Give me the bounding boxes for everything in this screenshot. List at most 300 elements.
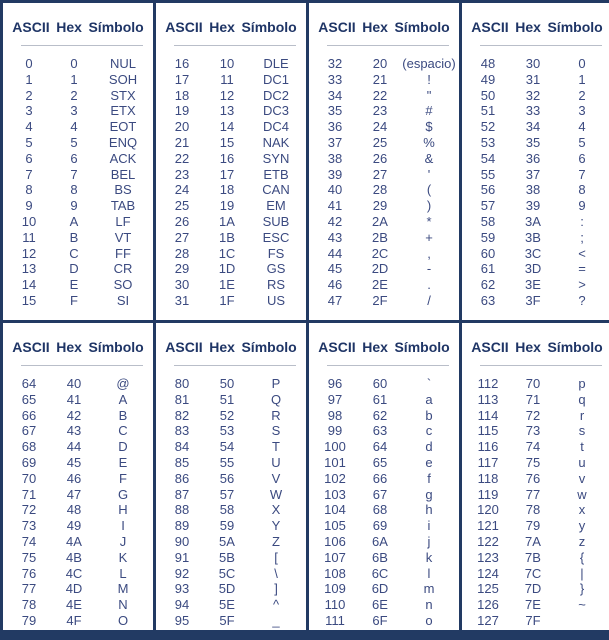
cell-symbol: ^ (272, 597, 280, 613)
table-row (3, 167, 153, 183)
cell-symbol: - (426, 261, 432, 277)
table-row (156, 261, 306, 277)
header-ascii: ASCII (12, 339, 50, 355)
cell-symbol: ETB (263, 166, 289, 182)
table-row (462, 376, 609, 392)
header-symbol: Símbolo (241, 339, 297, 355)
header-symbol: Símbolo (241, 19, 297, 35)
table-row (462, 261, 609, 277)
cell-symbol: DC4 (262, 119, 289, 135)
table-row (3, 214, 153, 230)
cell-hex: 72 (525, 407, 541, 423)
cell-symbol: / (427, 292, 431, 308)
cell-hex: 1 (70, 71, 78, 87)
table-row (462, 439, 609, 455)
panel-rows (156, 376, 306, 629)
cell-decimal: 1 (25, 71, 33, 87)
table-row (3, 246, 153, 262)
panel-rows (462, 56, 609, 309)
cell-hex: 3C (524, 245, 542, 261)
cell-hex: 13 (219, 103, 235, 119)
header-divider (174, 45, 296, 46)
cell-decimal: 4 (25, 119, 33, 135)
cell-symbol: v (578, 470, 586, 486)
cell-hex: 8 (70, 182, 78, 198)
cell-symbol: + (425, 229, 433, 245)
header-hex: Hex (56, 339, 82, 355)
cell-hex: 1F (219, 292, 235, 308)
table-row (156, 534, 306, 550)
cell-decimal: 35 (327, 103, 343, 119)
cell-hex: C (69, 245, 79, 261)
cell-decimal: 52 (480, 119, 496, 135)
cell-hex: 32 (525, 87, 541, 103)
cell-hex: 6D (371, 581, 389, 597)
cell-hex: 3B (525, 229, 541, 245)
cell-symbol: w (577, 486, 587, 502)
cell-symbol: BEL (110, 166, 136, 182)
cell-symbol: o (425, 612, 433, 628)
ascii-panel (156, 323, 306, 630)
cell-hex: 46 (66, 470, 82, 486)
cell-symbol (552, 613, 609, 629)
cell-symbol: T (272, 439, 280, 455)
table-row (156, 487, 306, 503)
cell-hex: 4 (70, 119, 78, 135)
cell-symbol: U (271, 454, 281, 470)
cell-decimal: 17 (174, 71, 190, 87)
cell-symbol: BS (114, 182, 132, 198)
cell-hex: 23 (372, 103, 388, 119)
cell-symbol: 5 (578, 134, 586, 150)
cell-decimal: 89 (174, 518, 190, 534)
table-row (3, 518, 153, 534)
cell-decimal: 81 (174, 391, 190, 407)
cell-hex: 18 (219, 182, 235, 198)
table-row (309, 151, 459, 167)
panel-rows (309, 376, 459, 629)
header-symbol: Símbolo (88, 19, 144, 35)
cell-symbol: A (118, 391, 128, 407)
cell-hex: 2A (372, 213, 388, 229)
table-row (462, 597, 609, 613)
cell-hex: 10 (219, 56, 235, 71)
cell-decimal: 101 (324, 454, 346, 470)
header-symbol: Símbolo (547, 339, 603, 355)
header-ascii: ASCII (471, 19, 509, 35)
table-row (309, 277, 459, 293)
cell-hex: 1C (218, 245, 236, 261)
cell-symbol: ~ (578, 597, 586, 613)
table-row (309, 119, 459, 135)
cell-hex: 28 (372, 182, 388, 198)
cell-decimal: 96 (327, 376, 343, 391)
cell-decimal: 77 (21, 581, 37, 597)
cell-decimal: 98 (327, 407, 343, 423)
cell-decimal: 88 (174, 502, 190, 518)
cell-decimal: 103 (324, 486, 346, 502)
cell-hex: 40 (66, 376, 82, 391)
cell-hex: 21 (372, 71, 388, 87)
cell-hex: D (69, 261, 79, 277)
table-row (462, 246, 609, 262)
cell-hex: 4F (66, 612, 82, 628)
cell-decimal: 40 (327, 182, 343, 198)
table-row (156, 550, 306, 566)
cell-symbol: u (578, 454, 586, 470)
cell-symbol: % (423, 134, 435, 150)
cell-hex: 45 (66, 454, 82, 470)
cell-symbol: TAB (110, 198, 136, 214)
cell-symbol: SOH (108, 71, 138, 87)
header-hex: Hex (515, 339, 541, 355)
cell-decimal: 7 (25, 166, 33, 182)
cell-symbol: US (266, 292, 286, 308)
cell-symbol: h (425, 502, 433, 518)
cell-symbol: L (119, 565, 127, 581)
cell-decimal: 10 (21, 213, 37, 229)
table-row (3, 566, 153, 582)
table-row (309, 167, 459, 183)
cell-decimal: 110 (324, 597, 346, 613)
cell-symbol: > (578, 277, 586, 293)
cell-decimal: 44 (327, 245, 343, 261)
table-row (462, 423, 609, 439)
table-row (156, 88, 306, 104)
cell-symbol: F (119, 470, 127, 486)
cell-hex: 12 (219, 87, 235, 103)
cell-hex: 70 (525, 376, 541, 391)
cell-symbol: } (579, 581, 585, 597)
cell-symbol: z (578, 533, 586, 549)
cell-symbol: 7 (578, 166, 586, 182)
cell-decimal: 50 (480, 87, 496, 103)
table-row (3, 550, 153, 566)
cell-decimal: 56 (480, 182, 496, 198)
cell-decimal: 124 (477, 565, 499, 581)
cell-symbol: [ (274, 549, 278, 565)
cell-symbol: C (118, 423, 128, 439)
table-row (3, 613, 153, 629)
cell-hex: 4E (66, 597, 82, 613)
ascii-panel (462, 323, 609, 630)
table-row (3, 408, 153, 424)
cell-symbol: & (424, 150, 434, 166)
panel-header (462, 339, 609, 355)
cell-symbol: " (426, 87, 432, 103)
cell-decimal: 6 (25, 150, 33, 166)
panel-header (156, 19, 306, 35)
table-row (3, 487, 153, 503)
cell-decimal: 112 (477, 376, 499, 391)
cell-symbol: 6 (578, 150, 586, 166)
cell-symbol: @ (116, 376, 130, 391)
cell-hex: 5F (219, 612, 235, 628)
table-row (462, 550, 609, 566)
cell-hex: 49 (66, 518, 82, 534)
cell-decimal: 59 (480, 229, 496, 245)
cell-hex: 31 (525, 71, 541, 87)
cell-symbol: NAK (262, 134, 290, 150)
table-row (462, 518, 609, 534)
cell-hex: 62 (372, 407, 388, 423)
cell-decimal: 27 (174, 229, 190, 245)
cell-hex: 29 (372, 198, 388, 214)
table-row (3, 261, 153, 277)
cell-symbol: I (121, 518, 125, 534)
table-row (309, 103, 459, 119)
table-row (309, 214, 459, 230)
cell-hex: 57 (219, 486, 235, 502)
table-row (156, 423, 306, 439)
header-symbol: Símbolo (88, 339, 144, 355)
cell-decimal: 33 (327, 71, 343, 87)
cell-hex: 3A (525, 213, 541, 229)
table-row (156, 376, 306, 392)
cell-decimal: 107 (324, 549, 346, 565)
cell-hex: 6A (372, 533, 388, 549)
table-row (462, 151, 609, 167)
cell-symbol: f (427, 470, 431, 486)
header-symbol: Símbolo (394, 19, 450, 35)
panel-rows (462, 376, 609, 629)
cell-decimal: 95 (174, 612, 190, 628)
table-row (156, 230, 306, 246)
cell-decimal: 113 (477, 391, 499, 407)
table-row (156, 408, 306, 424)
table-row (156, 518, 306, 534)
table-row (462, 534, 609, 550)
cell-symbol: t (580, 439, 584, 455)
cell-hex: 41 (66, 391, 82, 407)
cell-decimal: 123 (477, 549, 499, 565)
table-row (156, 72, 306, 88)
cell-hex: 38 (525, 182, 541, 198)
panel-header (309, 19, 459, 35)
cell-symbol: SUB (262, 213, 290, 229)
cell-hex: 4D (65, 581, 83, 597)
table-row (309, 439, 459, 455)
cell-hex: 25 (372, 134, 388, 150)
cell-decimal: 82 (174, 407, 190, 423)
cell-symbol: p (578, 376, 586, 391)
cell-symbol: n (425, 597, 433, 613)
cell-decimal: 32 (327, 56, 343, 71)
cell-decimal: 118 (477, 470, 499, 486)
table-row (156, 135, 306, 151)
cell-hex: 1D (218, 261, 236, 277)
cell-decimal: 127 (477, 612, 499, 628)
cell-symbol: CR (113, 261, 133, 277)
cell-decimal: 97 (327, 391, 343, 407)
cell-symbol: ESC (262, 229, 290, 245)
cell-hex: 33 (525, 103, 541, 119)
cell-hex: 69 (372, 518, 388, 534)
cell-decimal: 93 (174, 581, 190, 597)
cell-decimal: 74 (21, 533, 37, 549)
cell-symbol: # (425, 103, 433, 119)
table-row (156, 566, 306, 582)
cell-decimal: 16 (174, 56, 190, 71)
cell-symbol: B (118, 407, 128, 423)
table-row (462, 214, 609, 230)
cell-symbol: X (271, 502, 281, 518)
table-row (462, 135, 609, 151)
header-hex: Hex (362, 19, 388, 35)
cell-decimal: 14 (21, 277, 37, 293)
cell-symbol: O (117, 612, 129, 628)
cell-symbol: l (427, 565, 431, 581)
table-row (309, 471, 459, 487)
table-row (3, 392, 153, 408)
cell-hex: 77 (525, 486, 541, 502)
cell-symbol: r (579, 407, 585, 423)
cell-hex: 2C (371, 245, 389, 261)
header-divider (480, 45, 602, 46)
cell-decimal: 83 (174, 423, 190, 439)
cell-hex: 60 (372, 376, 388, 391)
header-hex: Hex (209, 339, 235, 355)
cell-hex: A (69, 213, 79, 229)
ascii-panel (309, 3, 459, 320)
cell-symbol: x (578, 502, 586, 518)
table-row (3, 471, 153, 487)
cell-decimal: 100 (324, 439, 346, 455)
cell-hex: 4A (66, 533, 82, 549)
cell-hex: 5E (219, 597, 235, 613)
cell-hex: 51 (219, 391, 235, 407)
cell-hex: 14 (219, 119, 235, 135)
cell-symbol: DLE (263, 56, 289, 71)
cell-symbol: 1 (578, 71, 586, 87)
cell-symbol: , (427, 245, 431, 261)
cell-symbol: : (580, 213, 584, 229)
panel-rows (309, 56, 459, 309)
cell-decimal: 37 (327, 134, 343, 150)
table-row (462, 119, 609, 135)
table-row (156, 198, 306, 214)
cell-decimal: 21 (174, 134, 190, 150)
table-row (156, 613, 306, 629)
cell-hex: 7 (70, 166, 78, 182)
cell-symbol: ETX (110, 103, 136, 119)
header-divider (480, 365, 602, 366)
cell-hex: 6E (372, 597, 388, 613)
cell-symbol: STX (110, 87, 136, 103)
header-ascii: ASCII (471, 339, 509, 355)
cell-decimal: 28 (174, 245, 190, 261)
cell-decimal: 87 (174, 486, 190, 502)
cell-symbol: ACK (109, 150, 137, 166)
table-row (309, 182, 459, 198)
cell-decimal: 115 (477, 423, 499, 439)
cell-hex: 65 (372, 454, 388, 470)
cell-symbol: 2 (578, 87, 586, 103)
cell-decimal: 84 (174, 439, 190, 455)
table-row (3, 56, 153, 72)
cell-decimal: 31 (174, 292, 190, 308)
cell-symbol: ! (427, 71, 431, 87)
cell-decimal: 106 (324, 533, 346, 549)
cell-decimal: 105 (324, 518, 346, 534)
cell-hex: 0 (70, 56, 78, 71)
cell-symbol: GS (266, 261, 286, 277)
cell-decimal: 78 (21, 597, 37, 613)
table-row (3, 119, 153, 135)
header-hex: Hex (209, 19, 235, 35)
cell-symbol: G (117, 486, 129, 502)
table-row (309, 550, 459, 566)
cell-hex: 58 (219, 502, 235, 518)
cell-symbol: { (579, 549, 585, 565)
cell-symbol: SI (116, 292, 130, 308)
cell-symbol: S (271, 423, 281, 439)
cell-symbol: H (118, 502, 128, 518)
cell-symbol: a (425, 391, 433, 407)
cell-decimal: 30 (174, 277, 190, 293)
cell-decimal: 41 (327, 198, 343, 214)
cell-hex: 44 (66, 439, 82, 455)
cell-decimal: 51 (480, 103, 496, 119)
cell-decimal: 114 (477, 407, 499, 423)
table-row (462, 167, 609, 183)
cell-hex: 5 (70, 134, 78, 150)
cell-decimal: 26 (174, 213, 190, 229)
cell-decimal: 62 (480, 277, 496, 293)
table-row (156, 293, 306, 309)
cell-decimal: 70 (21, 470, 37, 486)
cell-hex: 73 (525, 423, 541, 439)
table-row (309, 423, 459, 439)
table-row (156, 214, 306, 230)
cell-decimal: 71 (21, 486, 37, 502)
cell-hex: 74 (525, 439, 541, 455)
cell-hex: 42 (66, 407, 82, 423)
cell-hex: 2E (372, 277, 388, 293)
cell-decimal: 29 (174, 261, 190, 277)
cell-hex: 5A (219, 533, 235, 549)
table-row (309, 72, 459, 88)
cell-symbol: j (427, 533, 431, 549)
cell-symbol: Y (271, 518, 281, 534)
table-row (3, 198, 153, 214)
cell-decimal: 8 (25, 182, 33, 198)
cell-symbol: _ (272, 612, 280, 628)
cell-hex: 76 (525, 470, 541, 486)
cell-decimal: 39 (327, 166, 343, 182)
cell-symbol: 0 (578, 56, 586, 71)
table-row (3, 230, 153, 246)
cell-hex: 11 (220, 71, 234, 87)
table-row (3, 502, 153, 518)
table-row (3, 534, 153, 550)
cell-hex: 6B (372, 549, 388, 565)
cell-hex: 2D (371, 261, 389, 277)
cell-symbol: 8 (578, 182, 586, 198)
table-row (462, 613, 609, 629)
cell-symbol: DC2 (262, 87, 289, 103)
header-divider (21, 45, 143, 46)
cell-decimal: 109 (324, 581, 346, 597)
cell-hex: 56 (219, 470, 235, 486)
cell-hex: B (69, 229, 79, 245)
table-row (309, 392, 459, 408)
table-row (156, 392, 306, 408)
cell-decimal: 34 (327, 87, 343, 103)
cell-hex: 68 (372, 502, 388, 518)
cell-hex: 1B (219, 229, 235, 245)
header-divider (174, 365, 296, 366)
